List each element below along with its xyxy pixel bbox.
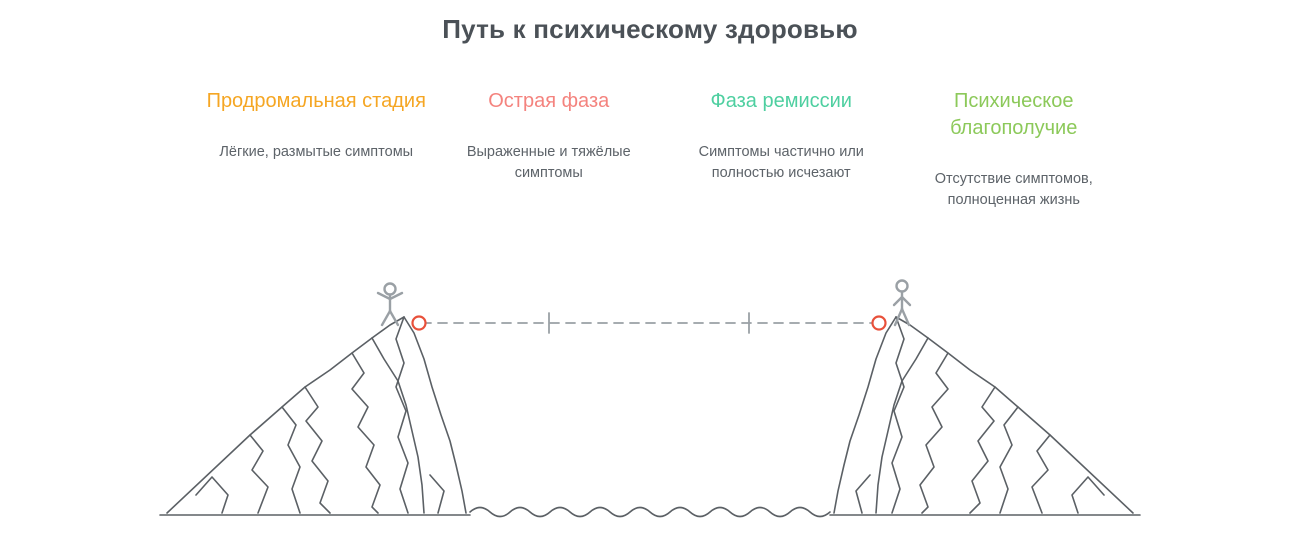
page-title: Путь к психическому здоровью xyxy=(442,14,858,44)
stage-prodromal-title: Продромальная стадия xyxy=(206,90,426,112)
stages-row xyxy=(200,88,1130,211)
anchor-point-right xyxy=(873,317,886,330)
water-waves xyxy=(470,508,830,517)
stage-wellbeing xyxy=(898,88,1131,211)
stage-prodromal-desc: Лёгкие, размытые симптомы xyxy=(219,144,414,160)
stage-acute-desc: Выраженные и тяжёлые симптомы xyxy=(466,144,631,182)
stage-wellbeing-desc: Отсутствие симптомов, полноценная жизнь xyxy=(934,171,1093,209)
anchor-point-left xyxy=(413,317,426,330)
illustration-scene xyxy=(0,255,1300,547)
stage-acute-title: Острая фаза xyxy=(488,90,610,112)
left-mountain xyxy=(167,317,466,513)
stage-remission-title: Фаза ремиссии xyxy=(710,90,852,112)
stage-acute xyxy=(433,88,666,184)
stage-remission-desc: Симптомы частично или полностью исчезают xyxy=(698,144,864,182)
climber-standing xyxy=(378,284,402,326)
stage-remission xyxy=(665,88,898,184)
stage-prodromal xyxy=(200,88,433,163)
right-mountain xyxy=(834,317,1133,513)
stage-wellbeing-title: Психическое благополучие xyxy=(950,90,1078,139)
